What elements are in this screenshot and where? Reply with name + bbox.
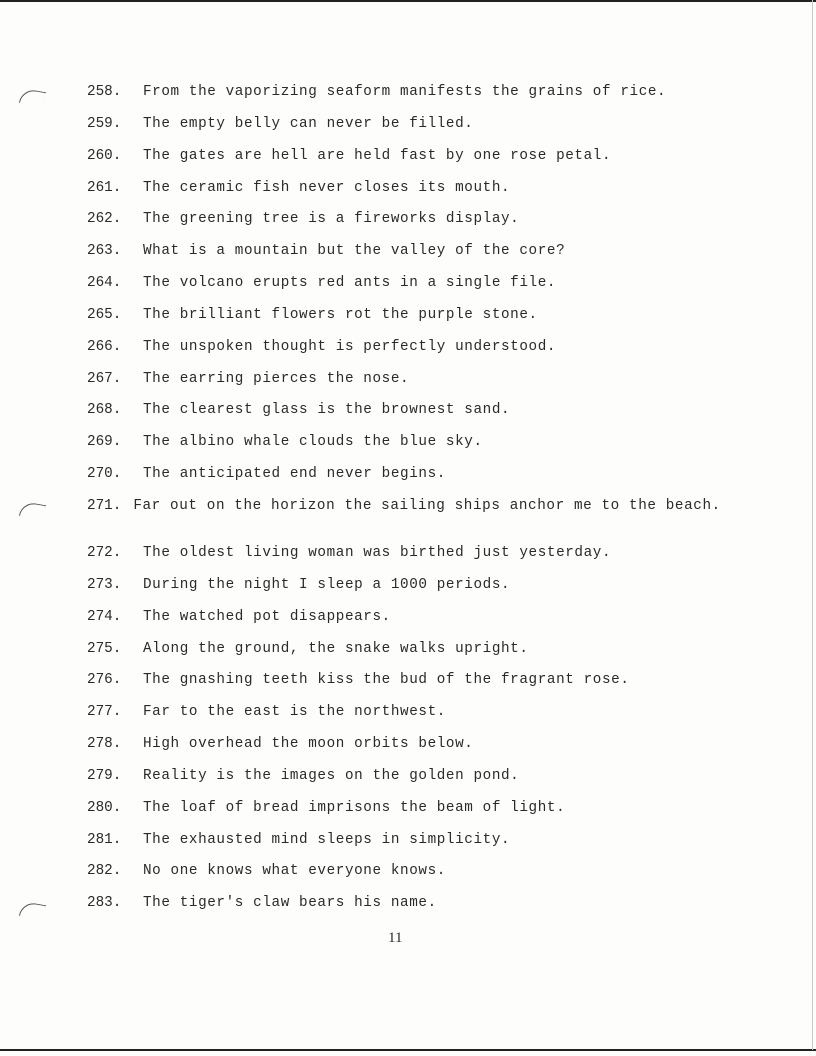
list-item xyxy=(87,577,727,609)
item-number: 261. xyxy=(87,179,122,196)
list-item xyxy=(87,863,727,895)
punch-hole-mark-top xyxy=(19,88,46,107)
list-item xyxy=(87,307,727,339)
item-text: The greening tree is a fireworks display. xyxy=(143,211,520,228)
page-number: 11 xyxy=(388,930,403,946)
item-text: High overhead the moon orbits below. xyxy=(143,736,474,753)
item-number: 270. xyxy=(87,466,122,483)
list-item xyxy=(87,466,727,498)
item-number: 282. xyxy=(87,863,122,880)
list-item xyxy=(87,402,727,434)
item-text: The ceramic fish never closes its mouth. xyxy=(143,179,511,196)
item-number: 280. xyxy=(87,799,122,816)
item-number: 277. xyxy=(87,704,122,721)
item-text: The clearest glass is the brownest sand. xyxy=(143,402,511,419)
item-text: The anticipated end never begins. xyxy=(143,466,446,483)
item-text: Reality is the images on the golden pond. xyxy=(143,767,520,784)
item-text: The gnashing teeth kiss the bud of the fragrant rose. xyxy=(143,672,630,689)
item-text: The volcano erupts red ants in a single file. xyxy=(143,275,557,292)
item-text: The watched pot disappears. xyxy=(143,608,391,625)
item-text: The unspoken thought is perfectly understood. xyxy=(143,338,557,355)
item-number: 265. xyxy=(87,306,122,323)
list-item xyxy=(87,180,727,212)
item-number: 283. xyxy=(87,895,122,912)
item-text: Far to the east is the northwest. xyxy=(143,704,446,721)
item-text: The loaf of bread imprisons the beam of light. xyxy=(143,799,566,816)
item-number: 273. xyxy=(87,576,122,593)
item-number: 258. xyxy=(87,84,122,100)
list-item xyxy=(87,275,727,307)
list-item xyxy=(87,116,727,148)
item-number: 259. xyxy=(87,115,122,132)
item-number: 274. xyxy=(87,608,122,625)
item-number: 267. xyxy=(87,370,122,387)
list-item xyxy=(87,672,727,704)
item-number: 268. xyxy=(87,402,122,419)
item-text: The empty belly can never be filled. xyxy=(143,115,474,132)
item-number: 269. xyxy=(87,434,122,451)
item-text: From the vaporizing seaform manifests the grains of rice. xyxy=(143,84,667,100)
list-item xyxy=(87,832,727,864)
item-text: Along the ground, the snake walks upright. xyxy=(143,640,529,657)
item-text: The oldest living woman was birthed just yesterday. xyxy=(143,544,612,561)
list-item xyxy=(87,545,727,577)
list-item xyxy=(87,434,727,466)
item-text: The earring pierces the nose. xyxy=(143,370,410,387)
item-text: The tiger's claw bears his name. xyxy=(143,895,437,912)
list-item xyxy=(87,243,727,275)
item-number: 264. xyxy=(87,275,122,292)
top-scan-edge xyxy=(0,0,816,2)
item-number: 262. xyxy=(87,211,122,228)
punch-hole-mark-bottom xyxy=(19,901,46,920)
item-number: 266. xyxy=(87,338,122,355)
list-item xyxy=(87,84,727,116)
item-text: During the night I sleep a 1000 periods. xyxy=(143,576,511,593)
item-text: The gates are hell are held fast by one rose petal. xyxy=(143,147,612,164)
list-item xyxy=(87,895,727,927)
item-text: The albino whale clouds the blue sky. xyxy=(143,434,483,451)
item-number: 275. xyxy=(87,640,122,657)
item-number: 279. xyxy=(87,767,122,784)
item-number: 263. xyxy=(87,243,122,260)
list-item xyxy=(87,641,727,673)
list-item xyxy=(87,704,727,736)
right-scan-edge xyxy=(812,0,813,1050)
numbered-aphorism-list xyxy=(87,84,727,927)
bottom-scan-edge xyxy=(0,1049,816,1051)
list-item xyxy=(87,609,727,641)
item-text: The brilliant flowers rot the purple stone. xyxy=(143,306,538,323)
list-item xyxy=(87,211,727,243)
list-item xyxy=(87,736,727,768)
list-item xyxy=(87,371,727,403)
list-item xyxy=(87,768,727,800)
item-number: 271. xyxy=(87,497,122,514)
item-text: The exhausted mind sleeps in simplicity. xyxy=(143,831,511,848)
list-item xyxy=(87,800,727,832)
list-item xyxy=(87,148,727,180)
item-text: Far out on the horizon the sailing ships anchor me to the beach. xyxy=(133,497,721,514)
list-item xyxy=(87,498,727,545)
item-number: 260. xyxy=(87,147,122,164)
item-number: 272. xyxy=(87,544,122,561)
item-text: No one knows what everyone knows. xyxy=(143,863,446,880)
item-number: 281. xyxy=(87,831,122,848)
list-item xyxy=(87,339,727,371)
item-number: 278. xyxy=(87,736,122,753)
item-number: 276. xyxy=(87,672,122,689)
item-text: What is a mountain but the valley of the core? xyxy=(143,243,566,260)
punch-hole-mark-middle xyxy=(19,501,46,520)
